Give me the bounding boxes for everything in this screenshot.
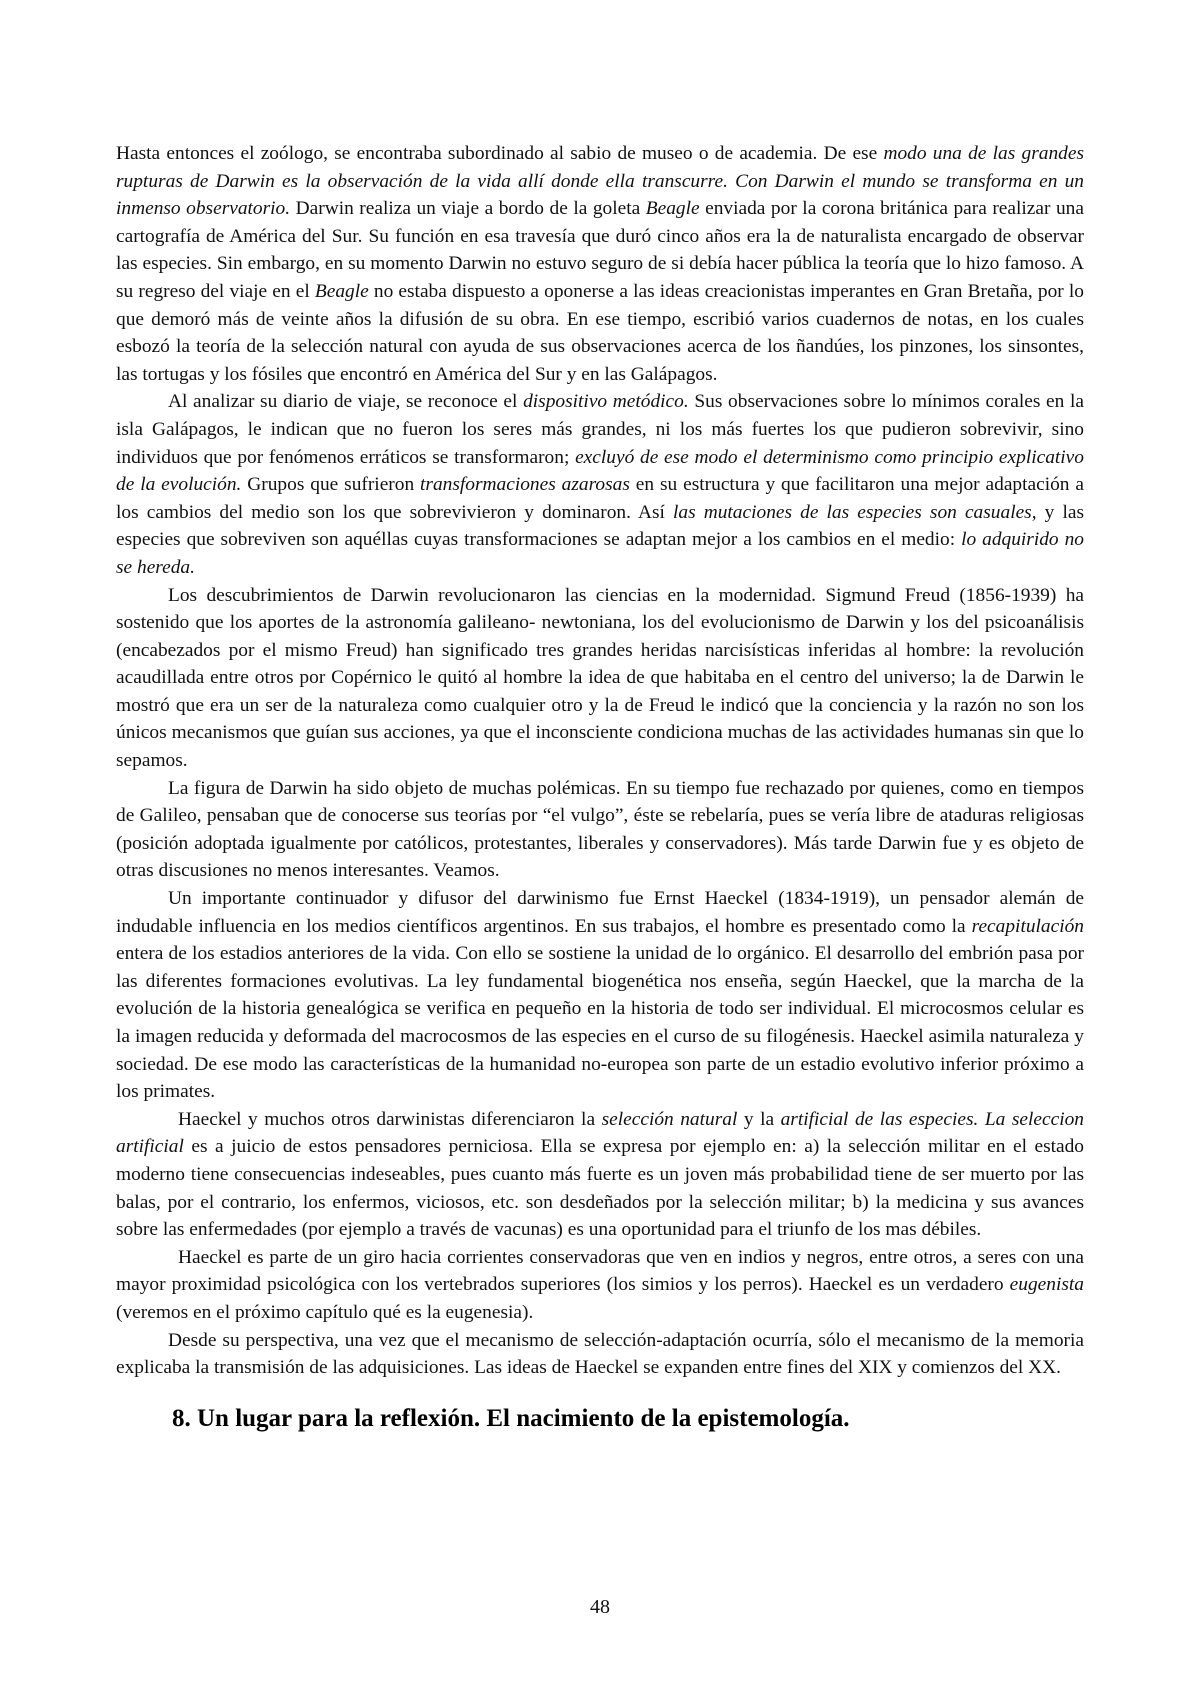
italic-text: dispositivo metódico. [523, 391, 689, 413]
italic-text: transformaciones azarosas [420, 474, 630, 496]
text-run: Un importante continuador y difusor del darwinismo fue Ernst Haeckel (1834-1919), un pensador alemán de indudable influencia en los medios científicos argentinos. En sus trabajos, el hombre es presentado como la [116, 888, 1084, 937]
italic-text: modo una de las grandes rupturas de Darwin es la observación de la vida allí donde ella transcurre. Con Darwin el mundo se transforma en un inmenso observatorio. [116, 143, 1084, 220]
text-run: Desde su perspectiva, una vez que el mecanismo de selección-adaptación ocurría, sólo el mecanismo de la memoria explicaba la transmisión de las adquisiciones. Las ideas de Haeckel se expanden entre fines del XIX y comienzos del XX. [116, 1329, 1084, 1379]
paragraph-4 [116, 775, 1084, 885]
italic-text: selección natural [601, 1108, 738, 1130]
italic-text: Beagle [314, 280, 369, 302]
text-run: Darwin realiza un viaje a bordo de la goleta [290, 198, 646, 220]
italic-text: artificial de las especies. La seleccion artificial [116, 1108, 1085, 1158]
text-run: Haeckel y muchos otros darwinistas diferenciaron la [178, 1108, 602, 1130]
paragraph-1 [116, 140, 1084, 388]
italic-text: eugenista [1009, 1274, 1084, 1296]
section-heading: 8. Un lugar para la reflexión. El nacimiento de la epistemología. [172, 1404, 850, 1432]
italic-text: excluyó de ese modo el determinismo como principio explicativo de la evolución. [116, 446, 1084, 496]
text-run: , y las especies que sobreviven son aquéllas cuyas transformaciones se adaptan mejor a los cambios en el medio: [116, 501, 1084, 551]
italic-text: lo adquirido no se hereda. [116, 529, 1084, 578]
paragraph-2 [116, 388, 1084, 581]
text-run: Grupos que sufrieron [241, 474, 421, 496]
italic-text: las mutaciones de las especies son casuales [673, 501, 1032, 523]
document-body [116, 140, 1084, 1436]
page-number: 48 [590, 1596, 610, 1618]
paragraph-3 [116, 582, 1084, 775]
text-run: La figura de Darwin ha sido objeto de muchas polémicas. En su tiempo fue rechazado por quienes, como en tiempos de Galileo, pensaban que de conocerse sus teorías por “el vulgo”, éste se rebelaría, pues se vería libre de ataduras religiosas (posición adoptada igualmente por católicos, protestantes, liberales y conservadores). Más tarde Darwin fue y es objeto de otras discusiones no menos interesantes. Veamos. [116, 777, 1084, 882]
paragraph-5 [116, 885, 1084, 1106]
text-run: enviada por la corona británica para realizar una cartografía de América del Sur. Su función en esa travesía que duró cinco años era la de naturalista encargado de observar las especies. Sin embargo, en su momento Darwin no estuvo seguro de si debía hacer pública la teoría que lo hizo famoso. A su regreso del viaje en el [116, 198, 1084, 302]
text-run: en su estructura y que facilitaron una mejor adaptación a los cambios del medio son los que sobrevivieron y dominaron. Así [116, 474, 1084, 523]
italic-text: Beagle [645, 198, 700, 220]
paragraph-6 [116, 1106, 1084, 1244]
text-run: Sus observaciones sobre lo mínimos corales en la isla Galápagos, le indican que no fueron los seres más grandes, ni los más fuertes los que pudieron sobrevivir, sino individuos que por fenómenos erráticos se transformaron; [116, 391, 1085, 468]
text-run: no estaba dispuesto a oponerse a las ideas creacionistas imperantes en Gran Bretaña, por lo que demoró más de veinte años la difusión de su obra. En ese tiempo, escribió varios cuadernos de notas, en los cuales esbozó la teoría de la selección natural con ayuda de sus observaciones acerca de los ñandúes, los pinzones, los sinsontes, las tortugas y los fósiles que encontró en América del Sur y en las Galápagos. [116, 280, 1084, 385]
paragraph-8 [116, 1327, 1084, 1382]
text-run: (veremos en el próximo capítulo qué es la eugenesia). [116, 1301, 534, 1323]
text-run: Los descubrimientos de Darwin revolucionaron las ciencias en la modernidad. Sigmund Freud (1856-1939) ha sostenido que los aportes de la astronomía galileano- newtoniana, los del evolucionismo de Darwin y los del psicoanálisis (encabezados por el mismo Freud) han significado tres grandes heridas narcisísticas inferidas al hombre: la revolución acaudillada entre otros por Copérnico le quitó al hombre la idea de que habitaba en el centro del universo; la de Darwin le mostró que era un ser de la naturaleza como cualquier otro y la de Freud le indicó que la conciencia y la razón no son los únicos mecanismos que guían sus acciones, ya que el inconsciente condiciona muchas de las actividades humanas sin que lo sepamos. [116, 584, 1084, 772]
italic-text: recapitulación [971, 915, 1084, 937]
text-run: y la [737, 1108, 781, 1130]
text-run: Hasta entonces el zoólogo, se encontraba subordinado al sabio de museo o de academia. De ese [116, 143, 884, 164]
paragraph-7 [116, 1244, 1084, 1327]
text-run: Al analizar su diario de viaje, se reconoce el [168, 391, 524, 413]
text-run: es a juicio de estos pensadores perniciosa. Ella se expresa por ejemplo en: a) la selección militar en el estado moderno tiene consecuencias indeseables, pues cuanto más fuerte es un joven más probabilidad tiene de ser muerto por las balas, por el contrario, los enfermos, viciosos, etc. son desdeñados por la selección militar; b) la medicina y sus avances sobre las enfermedades (por ejemplo a través de vacunas) es una oportunidad para el triunfo de los mas débiles. [116, 1136, 1084, 1241]
text-run: entera de los estadios anteriores de la vida. Con ello se sostiene la unidad de lo orgánico. El desarrollo del embrión pasa por las diferentes formaciones evolutivas. La ley fundamental biogenética nos enseña, según Haeckel, que la marcha de la evolución de la historia genealógica se verifica en pequeño en la historia de todo ser individual. El microcosmos celular es la imagen reducida y deformada del macrocosmos de las especies en el curso de su filogénesis. Haeckel asimila naturaleza y sociedad. De ese modo las características de la humanidad no-europea son parte de un estadio evolutivo inferior próximo a los primates. [116, 943, 1084, 1103]
text-run: Haeckel es parte de un giro hacia corrientes conservadoras que ven en indios y negros, entre otros, a seres con una mayor proximidad psicológica con los vertebrados superiores (los simios y los perros). Haeckel es un verdadero [116, 1246, 1084, 1296]
